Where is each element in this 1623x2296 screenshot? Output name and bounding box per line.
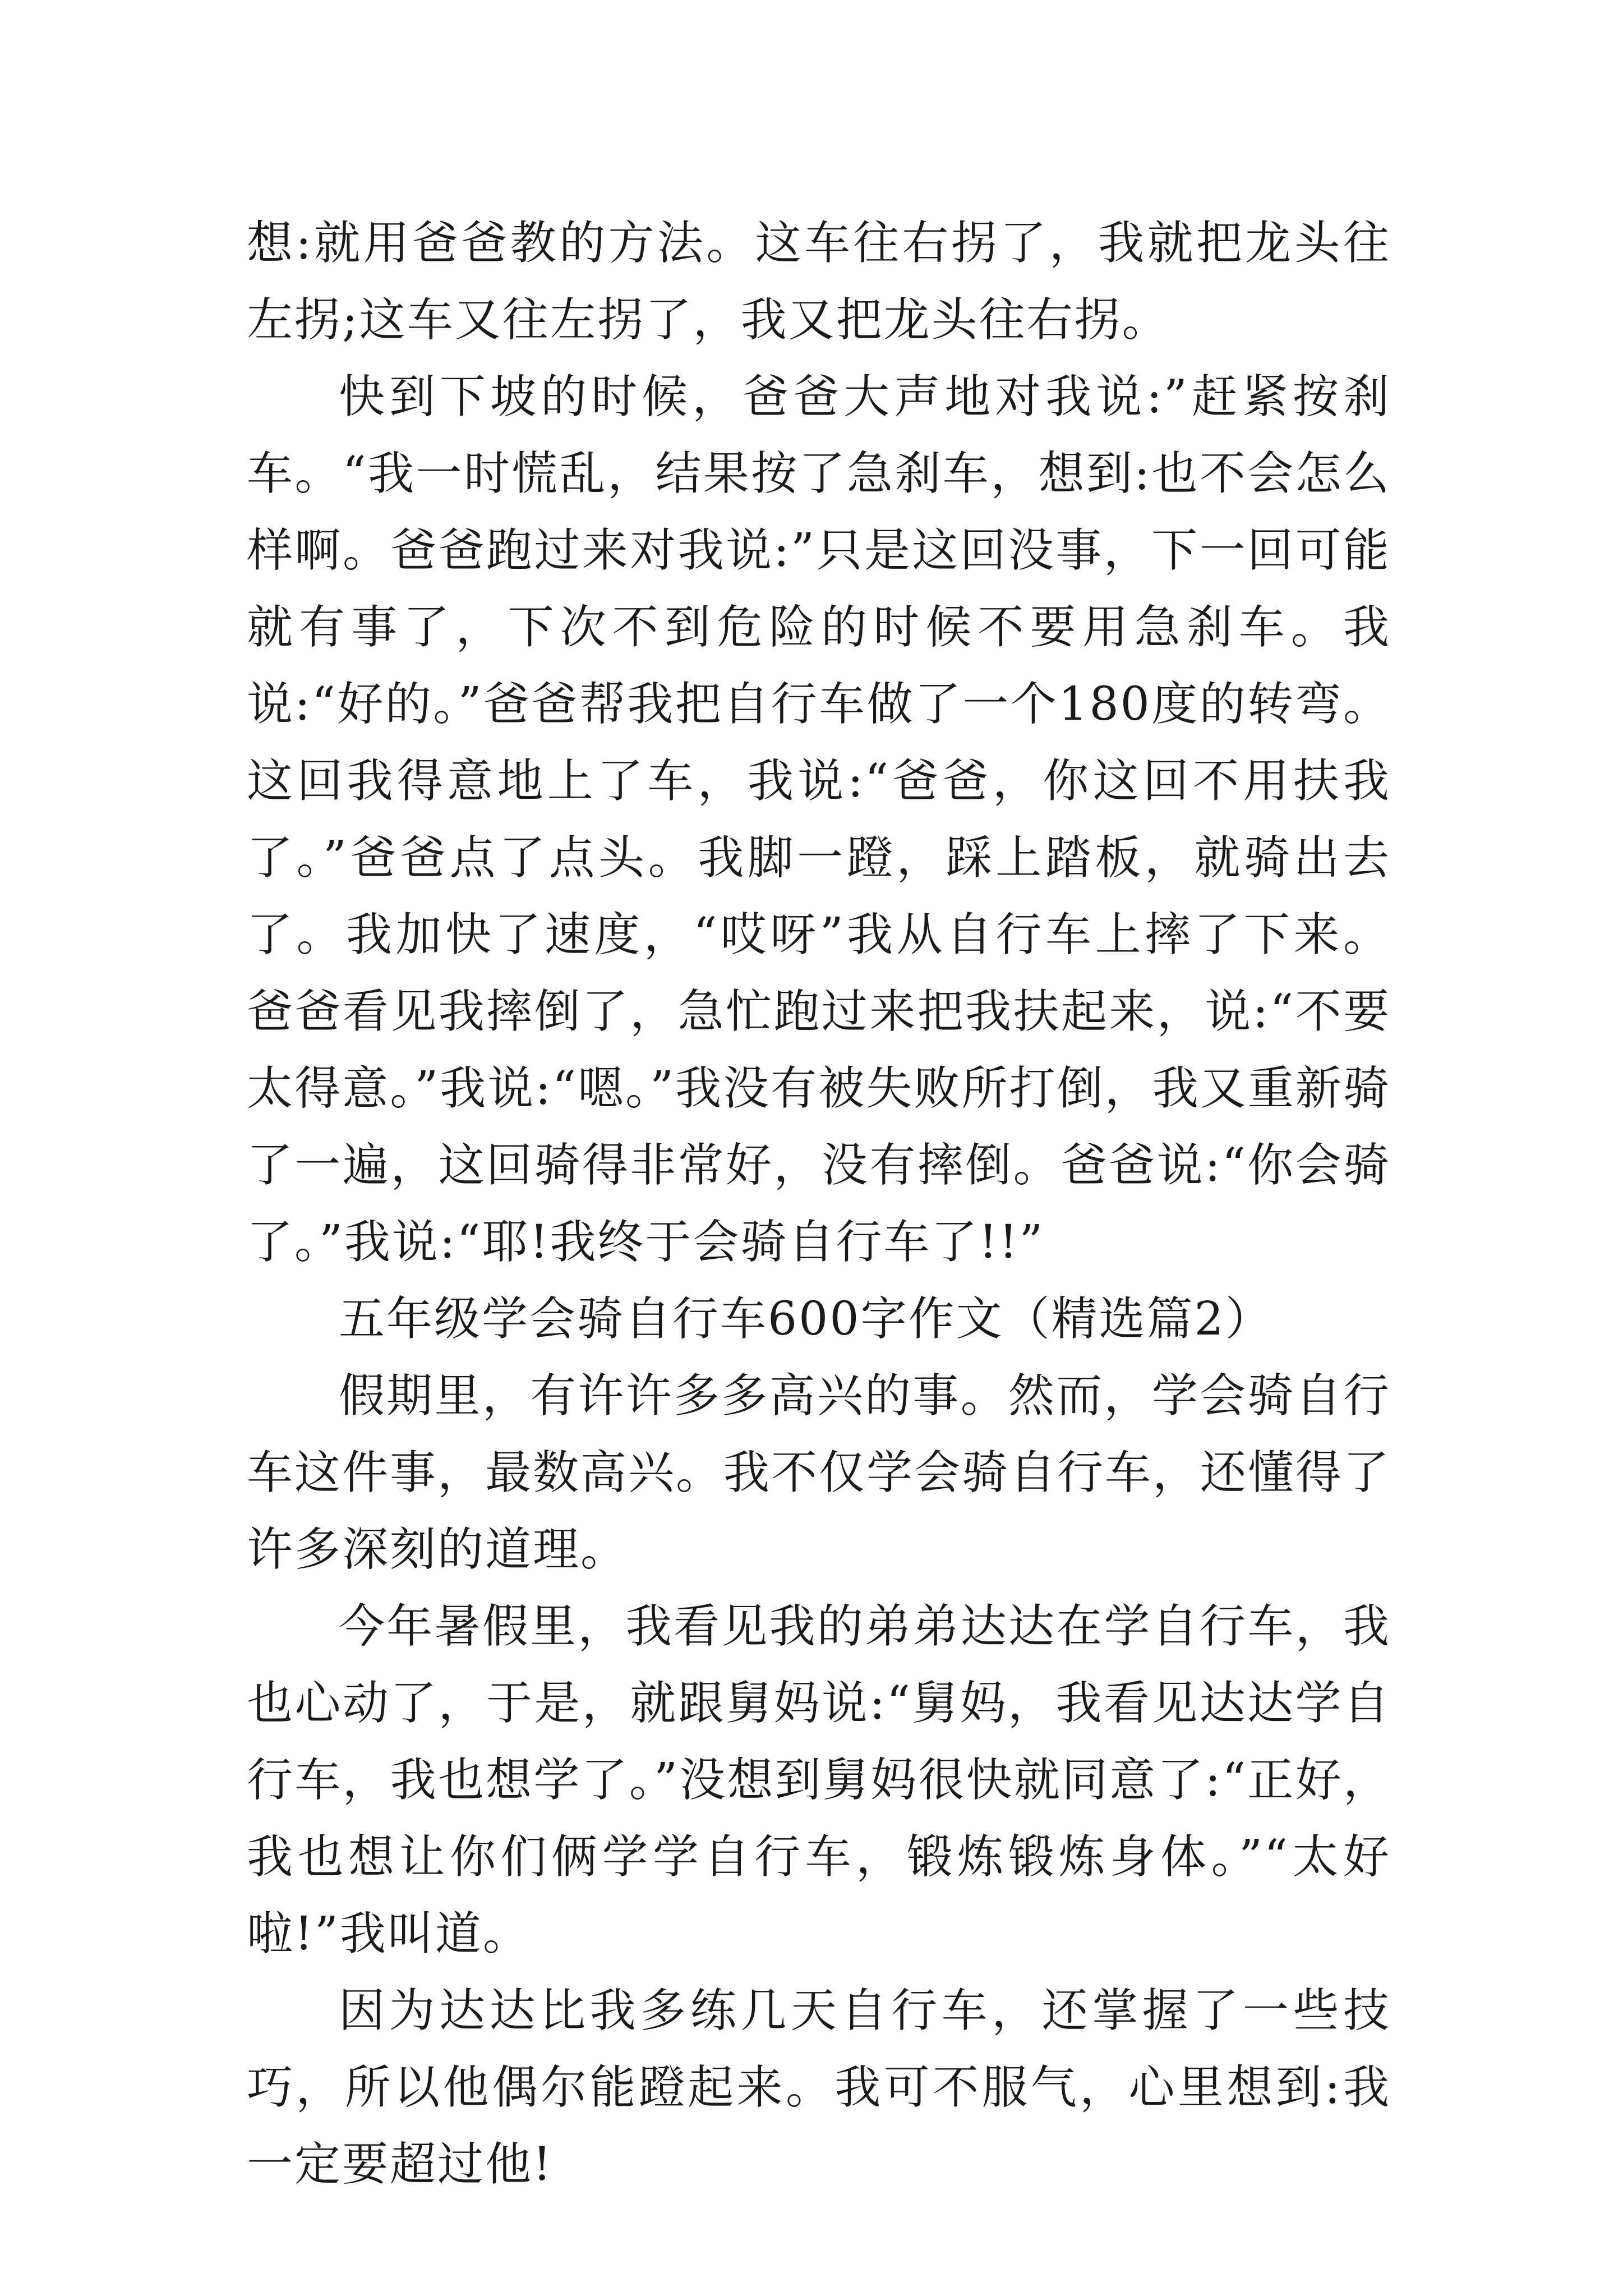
paragraph-downhill: 快到下坡的时候，爸爸大声地对我说:”赶紧按刹车。“我一时慌乱，结果按了急刹车，想到:也不会怎么样啊。爸爸跑过来对我说:”只是这回没事，下一回可能就有事了，下次不到危险的时候不要用急刹车。我说:“好的。”爸爸帮我把自行车做了一个180度的转弯。这回我得意地上了车，我说:“爸爸，你这回不用扶我了。”爸爸点了点头。我脚一蹬，踩上踏板，就骑出去了。我加快了速度，“哎呀”我从自行车上摔了下来。爸爸看见我摔倒了，急忙跑过来把我扶起来，说:“不要太得意。”我说:“嗯。”我没有被失败所打倒，我又重新骑了一遍，这回骑得非常好，没有摔倒。爸爸说:“你会骑了。”我说:“耶!我终于会骑自行车了!!”	[247, 370, 1391, 1269]
paragraph-dada: 因为达达比我多练几天自行车，还掌握了一些技巧，所以他偶尔能蹬起来。我可不服气，心里想到:我一定要超过他!	[247, 1984, 1391, 2191]
paragraph-summer: 今年暑假里，我看见我的弟弟达达在学自行车，我也心动了，于是，就跟舅妈说:“舅妈，我看见达达学自行车，我也想学了。”没想到舅妈很快就同意了:“正好，我也想让你们俩学学自行车，锻炼锻炼身体。”“太好啦!”我叫道。	[247, 1600, 1391, 1961]
paragraph-holiday: 假期里，有许许多多高兴的事。然而，学会骑自行车这件事，最数高兴。我不仅学会骑自行车，还懂得了许多深刻的道理。	[247, 1369, 1391, 1576]
document-body	[247, 205, 1391, 2203]
section-heading: 五年级学会骑自行车600字作文（精选篇2）	[339, 1292, 1273, 1346]
paragraph-continuation: 想:就用爸爸教的方法。这车往右拐了，我就把龙头往左拐;这车又往左拐了，我又把龙头往右拐。	[247, 217, 1391, 347]
